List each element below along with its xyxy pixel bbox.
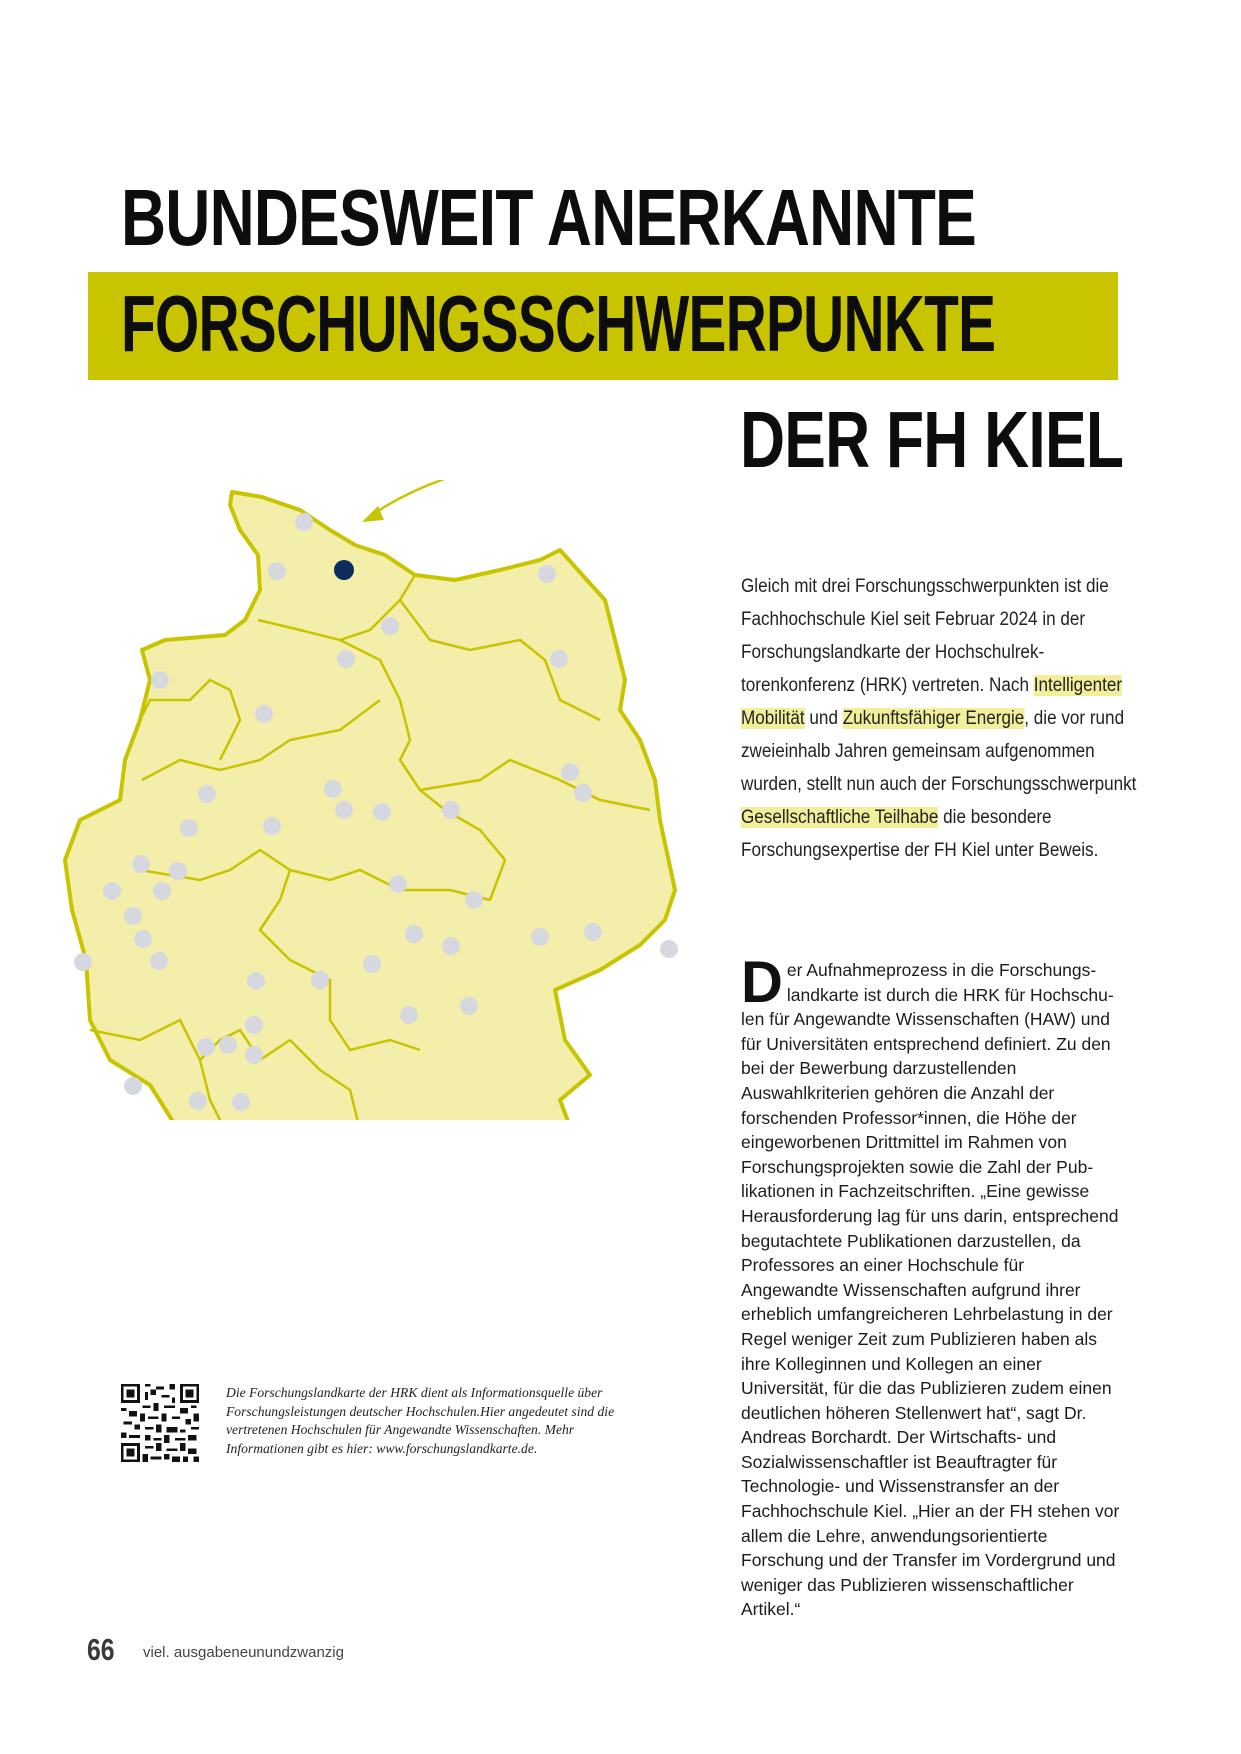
university-dot [180,819,198,837]
university-dot [363,955,381,973]
university-dot [197,1038,215,1056]
qr-code-icon[interactable] [121,1384,199,1462]
university-dot [169,862,187,880]
intro-text-3: , die vor rund zweieinhalb Jahren gemeinsam aufgenommen wurden, stellt nun auch der Forschungsschwerpunkt [741,708,1137,795]
university-dot [324,780,342,798]
heading-line-3: DER FH KIEL [740,395,1124,484]
university-dot [189,1092,207,1110]
university-dot [103,882,121,900]
map-caption: Die Forschungslandkarte der HRK dient als Informationsquelle über Forschungsleistungen deutscher Hochschulen.Hier angedeutet sind die vertretenen Hochschulen für Angewandte Wissenschaften. Mehr Informationen gibt es hier: www.forschungslandkarte.de. [226,1385,615,1456]
university-dot [405,925,423,943]
intro-text-2: und [804,708,843,729]
highlight-intelligente-mobilitaet: Intelligenter Mobilität [741,675,1123,729]
university-dot [373,803,391,821]
intro-text-4: die besondere Forschungsexpertise der FH Kiel unter Beweis. [741,807,1099,861]
university-dot [132,855,150,873]
issue-label: viel. ausgabeneunundzwanzig [143,1644,344,1661]
highlight-zukunftsfaehige-energie: Zukunftsfähiger Energie [842,708,1025,729]
university-dot [150,952,168,970]
drop-cap: D [741,950,783,1015]
body-paragraph: er Aufnahmeprozess in die Forschungslandkarte ist durch die HRK für Hochschulen für Angewandte Wissenschaften (HAW) und für Universitäten entsprechend definiert. Zu den bei der Bewerbung darzustellenden Auswahlkriterien gehören die Anzahl der forschenden Professor*innen, die Höhe der eingeworbenen Drittmittel im Rahmen von Forschungsprojekten sowie die Zahl der Publikationen in Fachzeitschriften. „Eine gewisse Herausforderung lag für uns darin, entsprechend begutachtete Publikationen darzustellen, da Professores an einer Hochschule für Angewandte Wissenschaften aufgrund ihrer erheblich umfangreicheren Lehrbelastung in der Regel weniger Zeit zum Publizieren haben als ihre Kolleginnen und Kollegen an einer Universität, für die das Publizieren zudem einen deutlichen höheren Stellenwert hat“, sagt Dr. Andreas Borchardt. Der Wirtschafts- und Sozialwissenschaftler ist Beauftragter für Technologie- und Wissenstransfer an der Fachhochschule Kiel. „Hier an der FH stehen vor allem die Lehre, anwendungsorientierte Forschung und der Transfer im Vordergrund und weniger das Publizieren wissenschaftlicher Artikel.“ [741,960,1120,1620]
university-dot [198,785,216,803]
university-dot [124,1077,142,1095]
heading-line-1: BUNDESWEIT ANERKANNTE [121,173,976,262]
university-dot [584,923,602,941]
university-dot [389,875,407,893]
university-dot [232,1093,250,1111]
university-dot [124,907,142,925]
university-dot [153,882,171,900]
university-dot [255,705,273,723]
university-dot [538,565,556,583]
university-dot [134,930,152,948]
university-dot [247,972,265,990]
university-dot [151,671,169,689]
germany-outline [65,492,675,1120]
university-dot [337,650,355,668]
university-dot [442,801,460,819]
university-dot [335,801,353,819]
university-dot [442,937,460,955]
university-dot [460,997,478,1015]
university-dot [574,784,592,802]
university-dot [263,817,281,835]
university-dot [245,1016,263,1034]
university-dot [400,1006,418,1024]
pointer-arrow [372,480,680,515]
university-dot [74,953,92,971]
university-dot [311,971,329,989]
university-dot [245,1046,263,1064]
page-number: 66 [87,1632,115,1667]
university-dot [219,1036,237,1054]
heading-line-2: FORSCHUNGSSCHWERPUNKTE [121,279,996,368]
intro-paragraph [741,570,1141,867]
university-dot [295,513,313,531]
germany-map [60,480,680,1120]
highlight-gesellschaftliche-teilhabe: Gesellschaftliche Teilhabe [741,807,939,828]
university-dot [660,940,678,958]
university-dot [381,617,399,635]
university-dot [465,891,483,909]
intro-text-1: Gleich mit drei Forschungsschwerpunkten ist die Fachhochschule Kiel seit Februar 2024 in der Forschungslandkarte der Hochschulrektorenkonferenz (HRK) vertreten. Nach [741,576,1109,696]
university-dot [268,562,286,580]
university-dot [531,928,549,946]
body-text [741,950,1121,1622]
kiel-dot [334,560,354,580]
university-dot [561,763,579,781]
university-dot [550,650,568,668]
